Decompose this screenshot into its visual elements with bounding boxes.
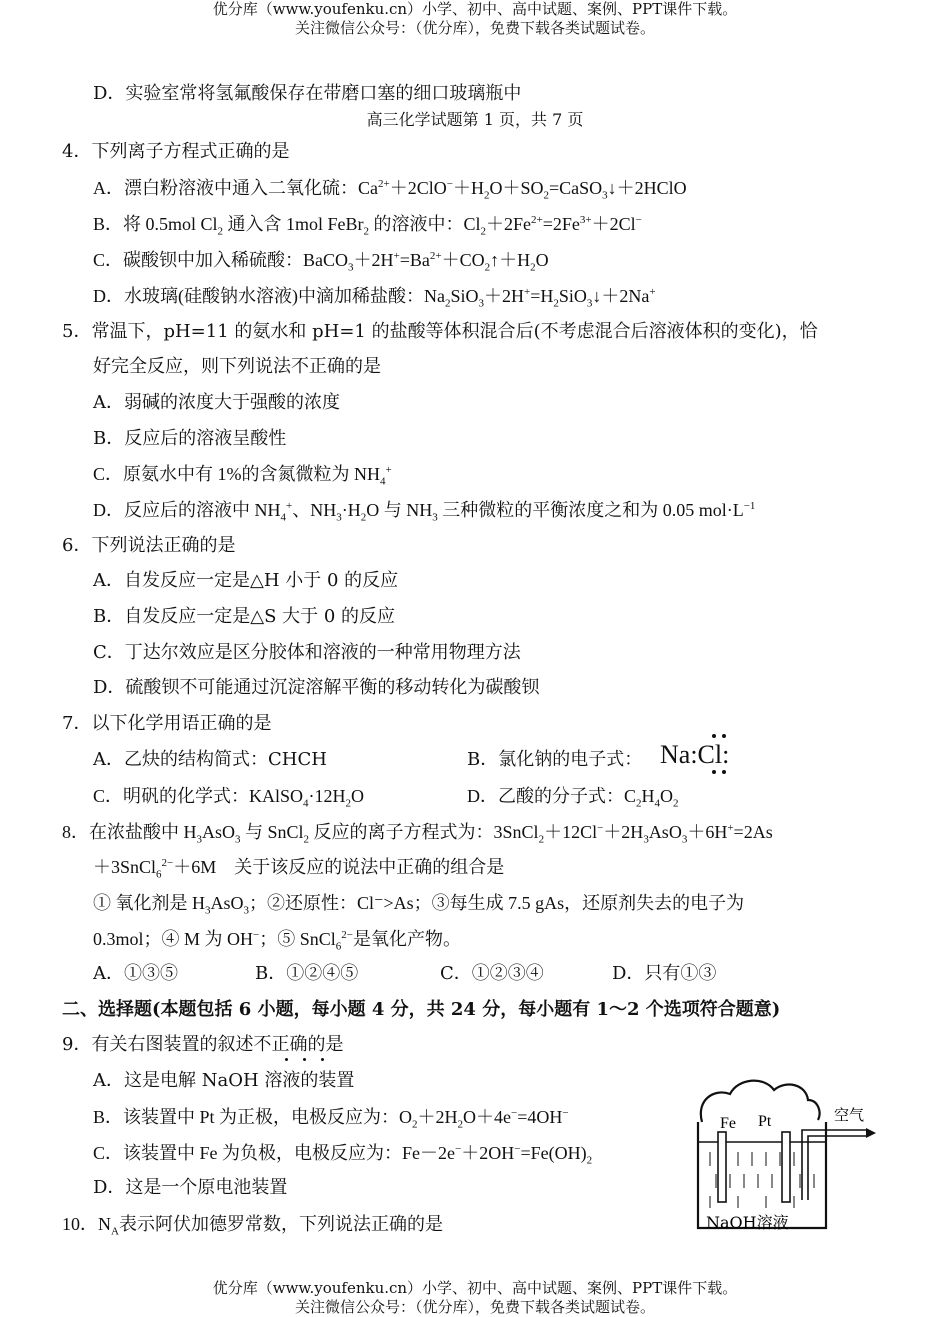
pt-label: Pt [758,1113,772,1130]
q9-option-c: C．该装置中 Fe 为负极，电极反应为：$Fe-2e^-+2OH^-=Fe(OH)_2$ [93,1143,593,1167]
emphasis-dot [321,1058,324,1061]
electron-dot [722,770,726,774]
q8-stem-line-1: 8．在浓盐酸中 $H_3AsO_3$ 与 SnCl$_2$ 反应的离子方程式为：$3SnCl_2+12Cl^-+2H_3AsO_3+6H^+=2As$ [62,822,773,846]
q5-option-a: A．弱碱的浓度大于强酸的浓度 [93,392,340,413]
pt-electrode [782,1132,790,1202]
header-line-1: 优分库（www.youfenku.cn）小学、初中、高中试题、案例、PPT课件下载。 [212,0,738,18]
q8-stem-line-3: ① 氧化剂是 $H_3AsO_3$；②还原性：Cl⁻>As；③每生成 7.5 gAs，还原剂失去的电子为 [93,893,745,917]
q5-option-b: B．反应后的溶液呈酸性 [93,428,287,449]
q4-option-c: C．碳酸钡中加入稀硫酸：$BaCO_3+2H^+=Ba^{2+}+CO_2↑+H_2O$ [93,250,549,274]
air-label: 空气 [834,1106,865,1124]
q6-stem: 6．下列说法正确的是 [62,535,236,556]
emphasis-dot [303,1058,306,1061]
footer-line-2: 关注微信公众号：（优分库），免费下载各类试题试卷。 [294,1298,655,1316]
fe-electrode [718,1132,726,1202]
q9-option-d: D．这是一个原电池装置 [93,1177,288,1198]
q6-option-c: C．丁达尔效应是区分胶体和溶液的一种常用物理方法 [93,642,521,663]
q5-stem-line-1: 5．常温下，pH=11 的氨水和 pH=1 的盐酸等体积混合后(不考虑混合后溶液体积的变化)，恰 [62,321,818,342]
q4-stem: 4．下列离子方程式正确的是 [62,141,290,162]
q7-option-c: C．明矾的化学式：$KAlSO_4\cdot 12H_2O$ [93,786,365,810]
electron-dot [722,734,726,738]
q4-option-d: D．水玻璃(硅酸钠水溶液)中滴加稀盐酸：$Na_2SiO_3+2H^+=H_2SiO_3↓+2Na^+$ [93,286,656,310]
q7-stem: 7．以下化学用语正确的是 [62,713,272,734]
q4-option-a: A．漂白粉溶液中通入二氧化硫：$Ca^{2+}+2ClO^-+H_2O+SO_2=CaSO_3↓+2HClO$ [93,178,687,202]
nacl-electron-formula: Na:Cl: [660,740,730,769]
air-arrow-icon [866,1128,876,1138]
q5-option-d: D．反应后的溶液中 $NH_4^+$、$NH_3\cdot H_2O$ 与 $NH_3$ 三种微粒的平衡浓度之和为 0.05 $mol\cdot L^{-1}$ [93,500,756,524]
electron-dot [712,770,716,774]
q8-option-b: B．①②④⑤ [255,963,359,984]
q8-option-d: D．只有①③ [612,963,717,984]
emphasis-dot [285,1058,288,1061]
q3-option-d: D．实验室常将氢氟酸保存在带磨口塞的细口玻璃瓶中 [93,83,522,104]
naoh-solution-label: NaOH溶液 [706,1213,789,1232]
q6-option-b: B．自发反应一定是△S 大于 0 的反应 [93,606,396,627]
fuel-cell-apparatus-diagram [690,1070,890,1240]
q9-option-a: A．这是电解 NaOH 溶液的装置 [93,1070,355,1091]
q8-stem-line-2: ＋3SnCl$_6^{2-}$＋6M 关于该反应的说法中正确的组合是 [93,857,505,881]
q7-option-b: B．氯化钠的电子式： [467,749,643,770]
q6-option-d: D．硫酸钡不可能通过沉淀溶解平衡的移动转化为碳酸钡 [93,677,540,698]
q8-option-a: A．①③⑤ [93,963,178,984]
q6-option-a: A．自发反应一定是△H 小于 0 的反应 [93,570,399,591]
section-2-heading: 二、选择题(本题包括 6 小题，每小题 4 分，共 24 分，每小题有 1～2 个选项符合题意) [62,999,781,1020]
fe-label: Fe [720,1115,736,1132]
q5-stem-line-2: 好完全反应，则下列说法不正确的是 [93,356,381,377]
q4-option-b: B．将 0.5mol $Cl_2$ 通入含 1mol FeBr$_2$ 的溶液中：$Cl_2+2Fe^{2+}=2Fe^{3+}+2Cl^-$ [93,214,642,238]
q8-option-c: C．①②③④ [440,963,544,984]
footer-line-1: 优分库（www.youfenku.cn）小学、初中、高中试题、案例、PPT课件下载。 [212,1279,738,1297]
q8-stem-line-4: 0.3mol；④ M 为 OH−；⑤ SnCl$_6^{2-}$是氧化产物。 [93,929,461,953]
q7-option-a: A．乙炔的结构简式：CHCH [93,749,327,770]
q10-stem: 10．$N_A$表示阿伏加德罗常数，下列说法正确的是 [62,1214,443,1238]
page-number-footer: 高三化学试题第 1 页，共 7 页 [366,110,584,129]
air-inlet-tube [802,1130,866,1200]
q9-stem: 9．有关右图装置的叙述不正确的是 [62,1034,344,1055]
electron-dot [712,734,716,738]
header-line-2: 关注微信公众号：（优分库），免费下载各类试题试卷。 [294,19,655,37]
q7-option-d: D．乙酸的分子式：$C_2H_4O_2$ [467,786,679,810]
q5-option-c: C．原氨水中有 1%的含氮微粒为 $NH_4^+$ [93,464,392,488]
q9-option-b: B．该装置中 Pt 为正极，电极反应为：$O_2+2H_2O+4e^-=4OH^-$ [93,1107,569,1131]
